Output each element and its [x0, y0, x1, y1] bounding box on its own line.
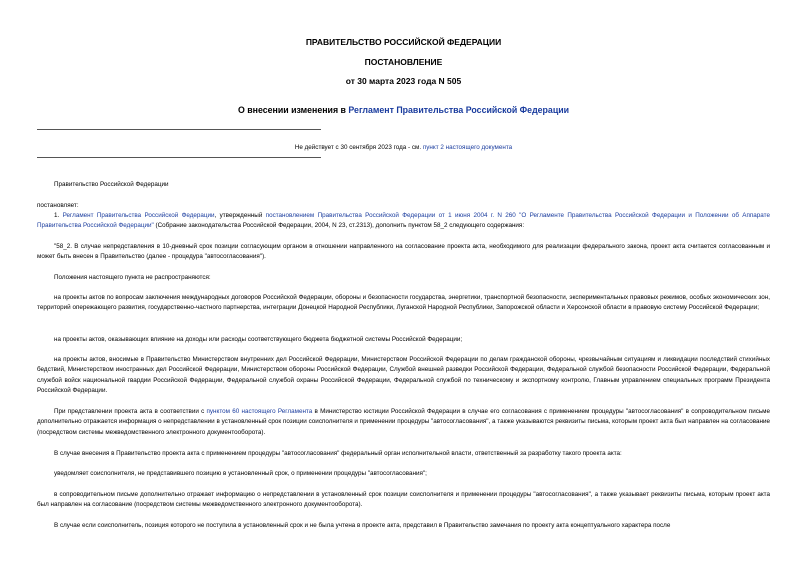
bottom-divider	[37, 157, 321, 158]
paragraph-decrees: постановляет:	[37, 202, 79, 209]
top-divider	[37, 129, 321, 130]
p7-text-1: При представлении проекта акта в соответствии с	[54, 408, 207, 415]
org-title: ПРАВИТЕЛЬСТВО РОССИЙСКОЙ ФЕДЕРАЦИИ	[305, 37, 502, 47]
paragraph-government: Правительство Российской Федерации	[54, 181, 169, 188]
notice-link[interactable]: пункт 2 настоящего документа	[422, 144, 513, 151]
p1-resolution-link[interactable]: постановлением Правительства Российской Федерации от 1 июня 2004 г. N 260 "О Регламенте Правительства Российской Федерации и Положении об Аппарате Правительства Российской Федерации"	[37, 212, 770, 230]
paragraph-10: в сопроводительном письме дополнительно отражает информацию о непредставлении в установленный срок позиции соисполнителя и применении процедуры "автосогласования", а также указывает реквизиты письма, которым проект акта был направлен на согласование (посредством системы межведомственного электронного документооборота).	[37, 491, 770, 509]
paragraph-2: "58_2. В случае непредставления в 10-дневный срок позиции согласующим органом в отношении направленного на согласование проекта акта, необходимого для реализации федерального закона, проект акта считается согласованным и может быть внесен в Правительство (далее - процедура "автосогласования").	[37, 243, 770, 261]
notice-text: Не действует с 30 сентября 2023 года - см.	[294, 144, 423, 151]
paragraph-1	[37, 211, 770, 232]
paragraph-4: на проекты актов по вопросам заключения международных договоров Российской Федерации, обороны и безопасности государства, энергетики, транспортной безопасности, экспериментальных правовых режимов, особых экономических зон, территорий опережающего развития, государственно-частного партнерства, интеграции Донецкой Народной Республики, Луганской Народной Республики, Запорожской области и Херсонской области в правовую систему Российской Федерации;	[37, 294, 770, 312]
p1-reglament-link[interactable]: Регламент Правительства Российской Федерации	[62, 212, 215, 219]
paragraph-8: В случае внесения в Правительство проекта акта с применением процедуры "автосогласования" федеральный орган исполнительной власти, ответственный за разработку такого проекта акта:	[54, 450, 622, 457]
paragraph-3: Положения настоящего пункта не распространяются:	[54, 274, 211, 281]
paragraph-7	[37, 407, 770, 438]
paragraph-9: уведомляет соисполнителя, не представившего позицию в установленный срок, о применении процедуры "автосогласования";	[54, 470, 427, 477]
paragraph-5: на проекты актов, оказывающих влияние на доходы или расходы соответствующего бюджета бюджетной системы Российской Федерации;	[54, 336, 463, 343]
p7-clause-link[interactable]: пунктом 60 настоящего Регламента	[206, 408, 313, 415]
paragraph-11: В случае если соисполнитель, позиция которого не поступила в установленный срок и не была учтена в проекте акта, представил в Правительство замечания по проекту акта концептуального характера после	[54, 522, 671, 529]
doc-subject	[0, 104, 807, 116]
subject-prefix: О внесении изменения в	[237, 105, 349, 115]
p1-text-1: , утвержденный	[214, 212, 266, 219]
doc-type: ПОСТАНОВЛЕНИЕ	[364, 57, 443, 67]
doc-date-number: от 30 марта 2023 года N 505	[345, 76, 462, 86]
subject-link[interactable]: Регламент Правительства Российской Федерации	[348, 105, 570, 115]
p1-text-2: (Собрание законодательства Российской Федерации, 2004, N 23, ст.2313), дополнить пунктом 58_2 следующего содержания:	[153, 222, 525, 230]
paragraph-6: на проекты актов, вносимые в Правительство Министерством внутренних дел Российской Федерации, Министерством Российской Федерации по делам гражданской обороны, чрезвычайным ситуациям и ликвидации последствий стихийных бедствий, Министерством иностранных дел Российской Федерации, Министерством обороны Российской Федерации, Службой внешней разведки Российской Федерации, Федеральной службой безопасности Российской Федерации, Федеральной службой войск национальной гвардии Российской Федерации, Федеральной службой охраны Российской Федерации, Федеральной службой по техническому и экспортному контролю, Главным управлением специальных программ Президента Российской Федерации.	[37, 356, 770, 394]
p7-text-2: в Министерство юстиции Российской Федерации в случае его согласования с применением процедуры "автосогласования" в сопроводительном письме дополнительно отражается информация о непредставлении в установленный срок позиции соисполнителя и применении процедуры "автосогласования", а также указываются реквизиты письма, которым проект акта был направлен на согласование (посредством системы межведомственного электронного документооборота).	[37, 408, 770, 436]
status-notice	[0, 143, 807, 152]
p1-num: 1.	[54, 212, 63, 219]
